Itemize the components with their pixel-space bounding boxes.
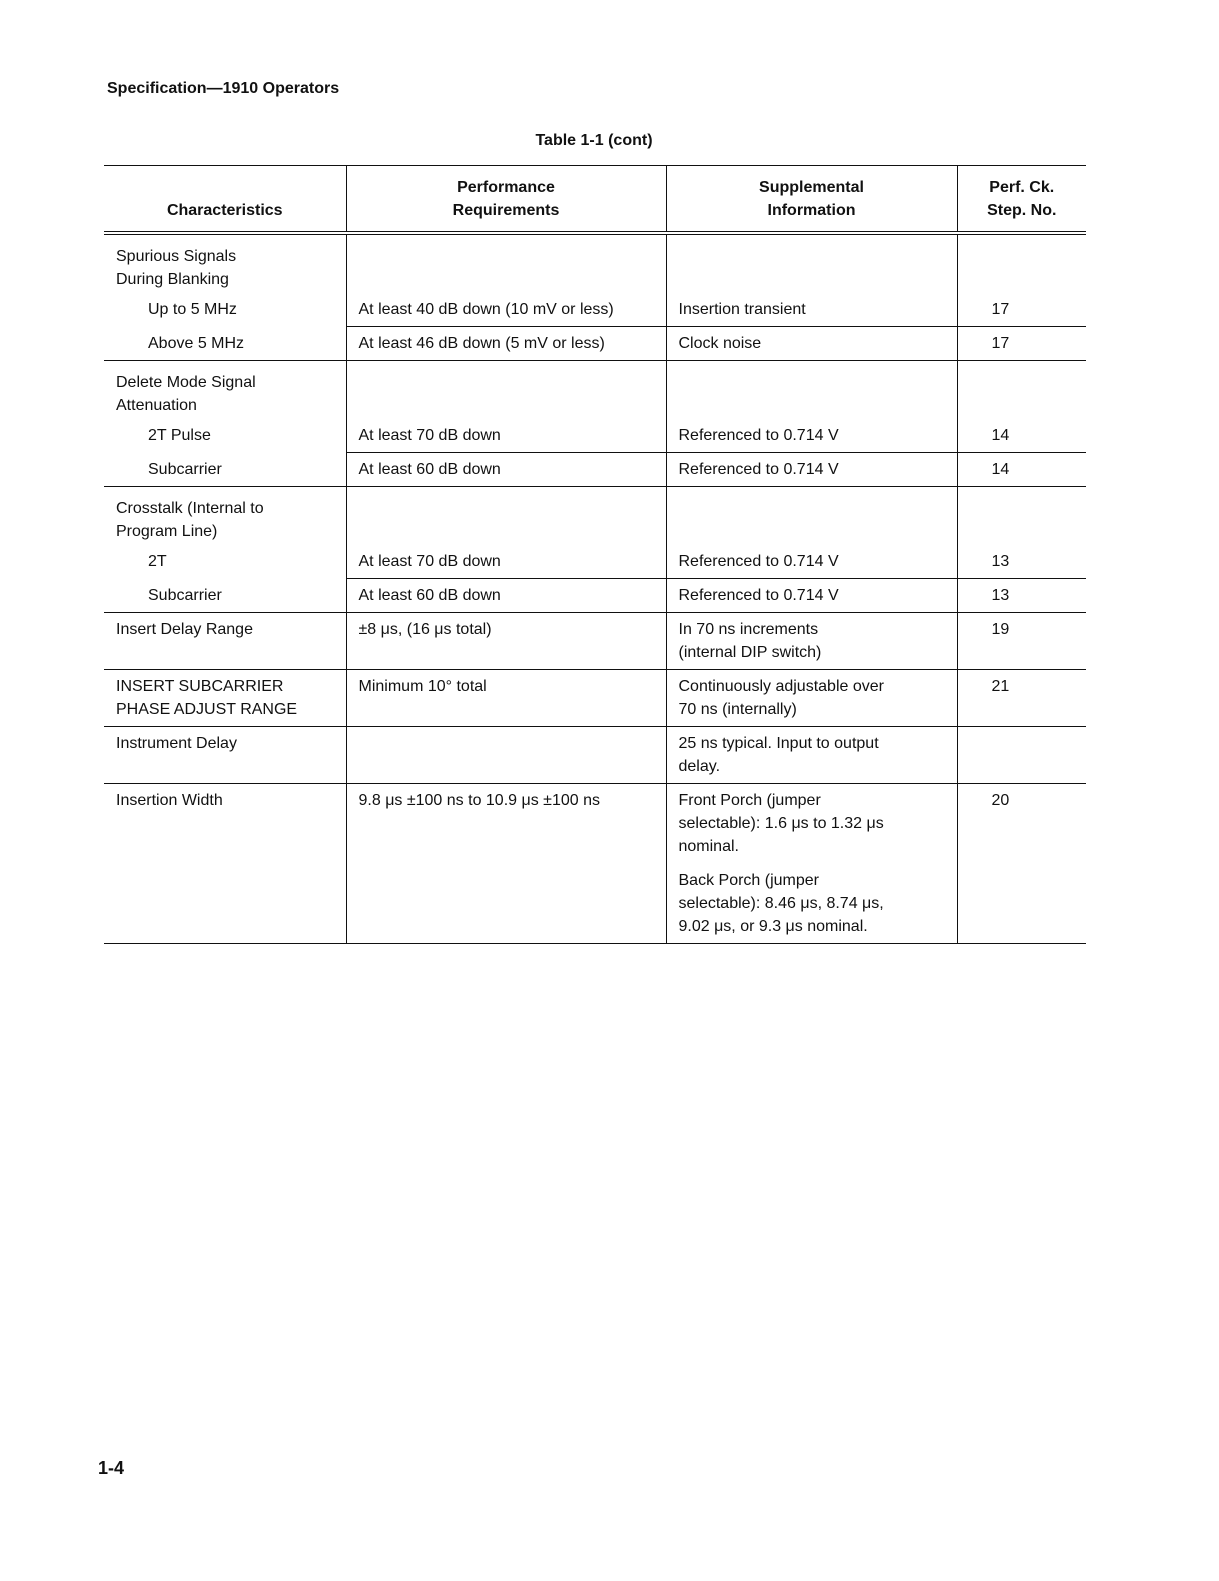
- cell-step: 14: [957, 419, 1086, 453]
- cell-characteristic: Subcarrier: [148, 586, 222, 604]
- table-row: [104, 453, 1086, 487]
- table-row: [104, 545, 1086, 579]
- table-row: [104, 233, 1086, 293]
- cell-step: 20: [957, 784, 1086, 944]
- table-row: [104, 327, 1086, 361]
- cell-info: Clock noise: [666, 327, 957, 361]
- back-porch-line-1: Back Porch (jumper: [678, 872, 819, 889]
- group-label-line-2: During Blanking: [116, 271, 229, 288]
- cell-characteristic: Insertion Width: [104, 784, 346, 944]
- cell-performance: At least 70 dB down: [346, 419, 666, 453]
- table-row: [104, 293, 1086, 327]
- cell-step: 13: [957, 545, 1086, 579]
- table-row: [104, 670, 1086, 727]
- cell-step: 17: [957, 327, 1086, 361]
- cell-info-line-1: Continuously adjustable over: [678, 678, 884, 695]
- running-header: Specification—1910 Operators: [107, 80, 340, 97]
- header-step-line-1: Perf. Ck.: [989, 179, 1055, 196]
- back-porch-line-2: selectable): 8.46 μs, 8.74 μs,: [678, 895, 884, 912]
- front-porch-note: [679, 789, 951, 858]
- header-characteristics: [104, 166, 346, 234]
- cell-performance: At least 60 dB down: [346, 579, 666, 613]
- cell-step: 13: [957, 579, 1086, 613]
- cell-info: Referenced to 0.714 V: [666, 419, 957, 453]
- page-number: 1-4: [98, 1458, 125, 1478]
- cell-info: Referenced to 0.714 V: [666, 453, 957, 487]
- cell-characteristic: Insert Delay Range: [104, 613, 346, 670]
- table-row: [104, 361, 1086, 420]
- cell-step: 17: [957, 293, 1086, 327]
- cell-info-line-2: delay.: [678, 758, 721, 775]
- group-label: [104, 233, 346, 293]
- cell-characteristic: [104, 670, 346, 727]
- front-porch-line-2: selectable): 1.6 μs to 1.32 μs: [678, 815, 884, 832]
- cell-performance: At least 60 dB down: [346, 453, 666, 487]
- cell-characteristic: 2T: [148, 553, 167, 570]
- group-label-line-1: Spurious Signals: [116, 248, 237, 265]
- group-label-line-1: Delete Mode Signal: [116, 374, 256, 391]
- cell-step: 19: [957, 613, 1086, 670]
- cell-characteristic: 2T Pulse: [148, 427, 211, 444]
- header-performance: [346, 166, 666, 234]
- cell-info: Referenced to 0.714 V: [666, 579, 957, 613]
- cell-info: [666, 727, 957, 784]
- cell-characteristic-line-1: INSERT SUBCARRIER: [116, 678, 284, 695]
- group-label-line-2: Attenuation: [116, 397, 197, 414]
- front-porch-line-3: nominal.: [678, 838, 739, 855]
- header-performance-line-2: Requirements: [452, 202, 560, 219]
- header-characteristics-label: Characteristics: [166, 202, 283, 219]
- back-porch-note: [679, 869, 951, 938]
- cell-step: 14: [957, 453, 1086, 487]
- table-row: [104, 487, 1086, 546]
- cell-characteristic-line-2: PHASE ADJUST RANGE: [116, 701, 298, 718]
- cell-info-line-1: 25 ns typical. Input to output: [678, 735, 879, 752]
- cell-info: Insertion transient: [666, 293, 957, 327]
- table-caption: Table 1-1 (cont): [535, 132, 653, 149]
- header-step-line-2: Step. No.: [987, 202, 1057, 219]
- cell-performance: At least 40 dB down (10 mV or less): [346, 293, 666, 327]
- cell-performance: Minimum 10° total: [346, 670, 666, 727]
- cell-performance: 9.8 μs ±100 ns to 10.9 μs ±100 ns: [346, 784, 666, 944]
- table-row: [104, 613, 1086, 670]
- cell-characteristic: Up to 5 MHz: [148, 301, 237, 318]
- table-row: [104, 419, 1086, 453]
- cell-performance: ±8 μs, (16 μs total): [346, 613, 666, 670]
- table-row: [104, 727, 1086, 784]
- header-supplemental-line-2: Information: [767, 202, 856, 219]
- cell-info: Referenced to 0.714 V: [666, 545, 957, 579]
- cell-characteristic: Instrument Delay: [104, 727, 346, 784]
- table-row: [104, 579, 1086, 613]
- cell-info: [666, 613, 957, 670]
- cell-characteristic: Subcarrier: [148, 460, 222, 478]
- table-row: [104, 784, 1086, 944]
- specification-table: [104, 165, 1086, 944]
- cell-step: 21: [957, 670, 1086, 727]
- cell-info-line-1: In 70 ns increments: [678, 621, 819, 638]
- group-label-line-2: Program Line): [116, 523, 218, 540]
- cell-info-line-2: 70 ns (internally): [678, 701, 797, 718]
- cell-performance: [346, 727, 666, 784]
- cell-characteristic: Above 5 MHz: [148, 334, 245, 352]
- header-supplemental-line-1: Supplemental: [759, 179, 864, 196]
- cell-performance: At least 70 dB down: [346, 545, 666, 579]
- front-porch-line-1: Front Porch (jumper: [678, 792, 821, 809]
- group-label-line-1: Crosstalk (Internal to: [116, 500, 264, 517]
- cell-performance: At least 46 dB down (5 mV or less): [346, 327, 666, 361]
- cell-info: [666, 784, 957, 944]
- group-label: [104, 361, 346, 420]
- back-porch-line-3: 9.02 μs, or 9.3 μs nominal.: [678, 918, 868, 935]
- cell-info-line-2: (internal DIP switch): [678, 644, 822, 661]
- cell-info: [666, 670, 957, 727]
- header-performance-line-1: Performance: [457, 179, 555, 196]
- table-header-row: [104, 166, 1086, 234]
- header-step: [957, 166, 1086, 234]
- header-supplemental: [666, 166, 957, 234]
- group-label: [104, 487, 346, 546]
- cell-step: [957, 727, 1086, 784]
